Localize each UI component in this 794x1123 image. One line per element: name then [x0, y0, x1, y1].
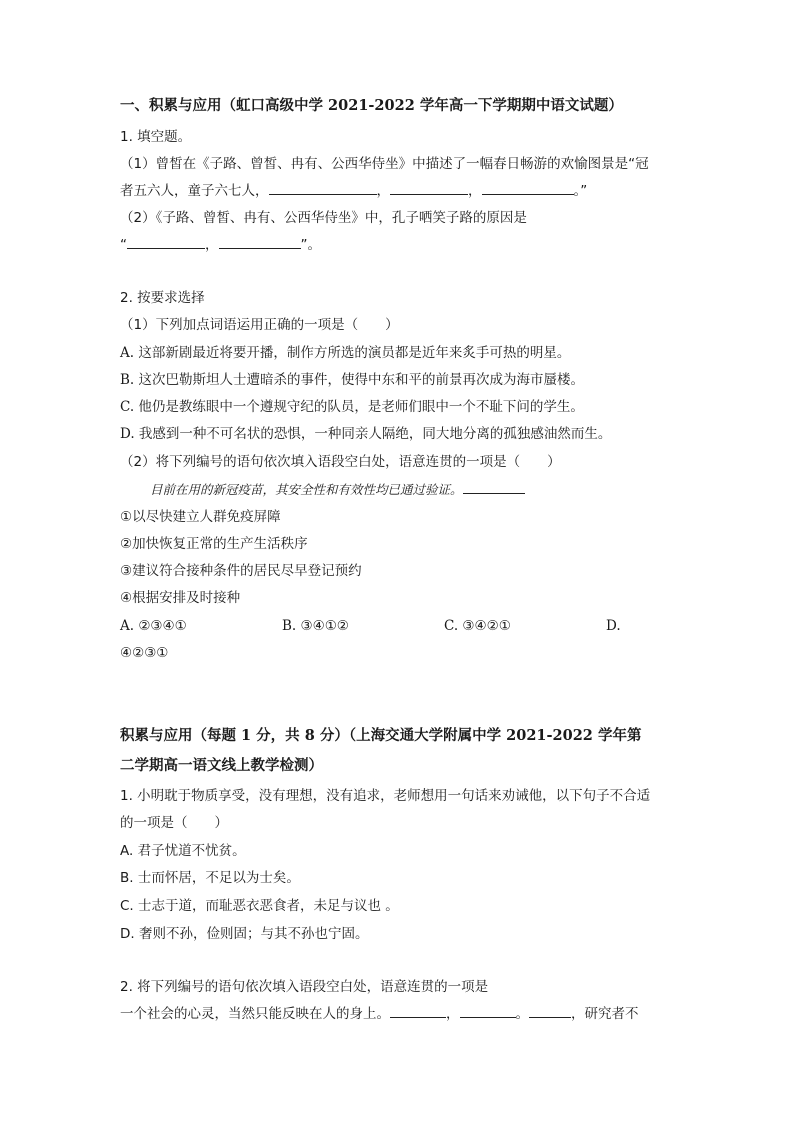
s2-blank-1 — [390, 1005, 446, 1018]
blank-5 — [219, 236, 301, 249]
q1-part1-line1: （1）曾皙在《子路、曾皙、冉有、公西华侍坐》中描述了一幅春日畅游的欢愉图景是“冠 — [120, 156, 649, 172]
q2-option-d: D. 我感到一种不可名状的恐惧，一种同亲人隔绝，同大地分离的孤独感油然而生。 — [120, 426, 612, 442]
q2-passage: 目前在用的新冠疫苗，其安全性和有效性均已通过验证。 — [150, 481, 525, 499]
choice-b: B. ③④①② — [282, 618, 349, 634]
blank-2 — [390, 182, 468, 195]
q2-part2: （2）将下列编号的语句依次填入语段空白处，语意连贯的一项是（ ） — [120, 454, 561, 470]
choice-d-value: ④②③① — [120, 645, 169, 661]
q2-option-c: C. 他仍是教练眼中一个遵规守纪的队员，是老师们眼中一个不耻下问的学生。 — [120, 399, 584, 415]
section2-heading-line1: 积累与应用（每题 1 分，共 8 分）（上海交通大学附属中学 2021-2022 学年第 — [120, 727, 642, 744]
blank-1 — [269, 182, 377, 195]
q2-title: 2. 按要求选择 — [120, 290, 205, 306]
section1-heading: 一、积累与应用（虹口高级中学 2021-2022 学年高一下学期期中语文试题） — [120, 97, 623, 114]
s2-q1-option-c: C. 士志于道，而耻恶衣恶食者，未足与议也 。 — [120, 898, 399, 914]
document-page — [120, 0, 680, 1123]
s2-blank-2 — [460, 1005, 516, 1018]
q2-item-4: ④根据安排及时接种 — [120, 590, 241, 606]
q1-part1-end: 。” — [573, 183, 588, 199]
q2-option-b: B. 这次巴勒斯坦人士遭暗杀的事件，使得中东和平的前景再次成为海市蜃楼。 — [120, 372, 585, 388]
q2-item-2: ②加快恢复正常的生产生活秩序 — [120, 536, 308, 552]
blank-3 — [482, 182, 574, 195]
s2-q2-line1: 2. 将下列编号的语句依次填入语段空白处，语意连贯的一项是 — [120, 979, 489, 995]
s2-q1-option-a: A. 君子忧道不忧贫。 — [120, 843, 246, 859]
s2-q1-line2: 的一项是（ ） — [120, 815, 228, 831]
q1-part1-line2: 者五六人，童子六七人， ， ， 。” — [120, 183, 588, 199]
q1-title: 1. 填空题。 — [120, 129, 192, 145]
q2-part1: （1）下列加点词语运用正确的一项是（ ） — [120, 317, 399, 333]
choice-c: C. ③④②① — [444, 618, 511, 634]
q1-part2-line2: “ ， ”。 — [120, 237, 321, 253]
s2-q2-line2: 一个社会的心灵，当然只能反映在人的身上。 ， 。 ，研究者不 — [120, 1006, 639, 1022]
q2-option-a: A. 这部新剧最近将要开播，制作方所选的演员都是近年来炙手可热的明星。 — [120, 345, 571, 361]
choice-a: A. ②③④① — [120, 618, 187, 634]
blank-4 — [127, 236, 205, 249]
choice-d: D. — [606, 618, 621, 634]
s2-blank-3 — [529, 1005, 571, 1018]
s2-q1-option-d: D. 奢则不孙，俭则固；与其不孙也宁固。 — [120, 926, 369, 942]
section2-heading-line2: 二学期高一语文线上教学检测） — [120, 757, 323, 774]
s2-q1-line1: 1. 小明耽于物质享受，没有理想，没有追求，老师想用一句话来劝诫他，以下句子不合适 — [120, 788, 651, 804]
q1-part1-text: 者五六人，童子六七人， — [120, 183, 269, 199]
q2-item-1: ①以尽快建立人群免疫屏障 — [120, 509, 281, 525]
passage-blank — [463, 481, 525, 494]
q2-item-3: ③建议符合接种条件的居民尽早登记预约 — [120, 563, 362, 579]
s2-q1-option-b: B. 士而怀居，不足以为士矣。 — [120, 870, 300, 886]
q1-part2-line1: （2）《子路、曾皙、冉有、公西华侍坐》中，孔子哂笑子路的原因是 — [120, 210, 527, 226]
